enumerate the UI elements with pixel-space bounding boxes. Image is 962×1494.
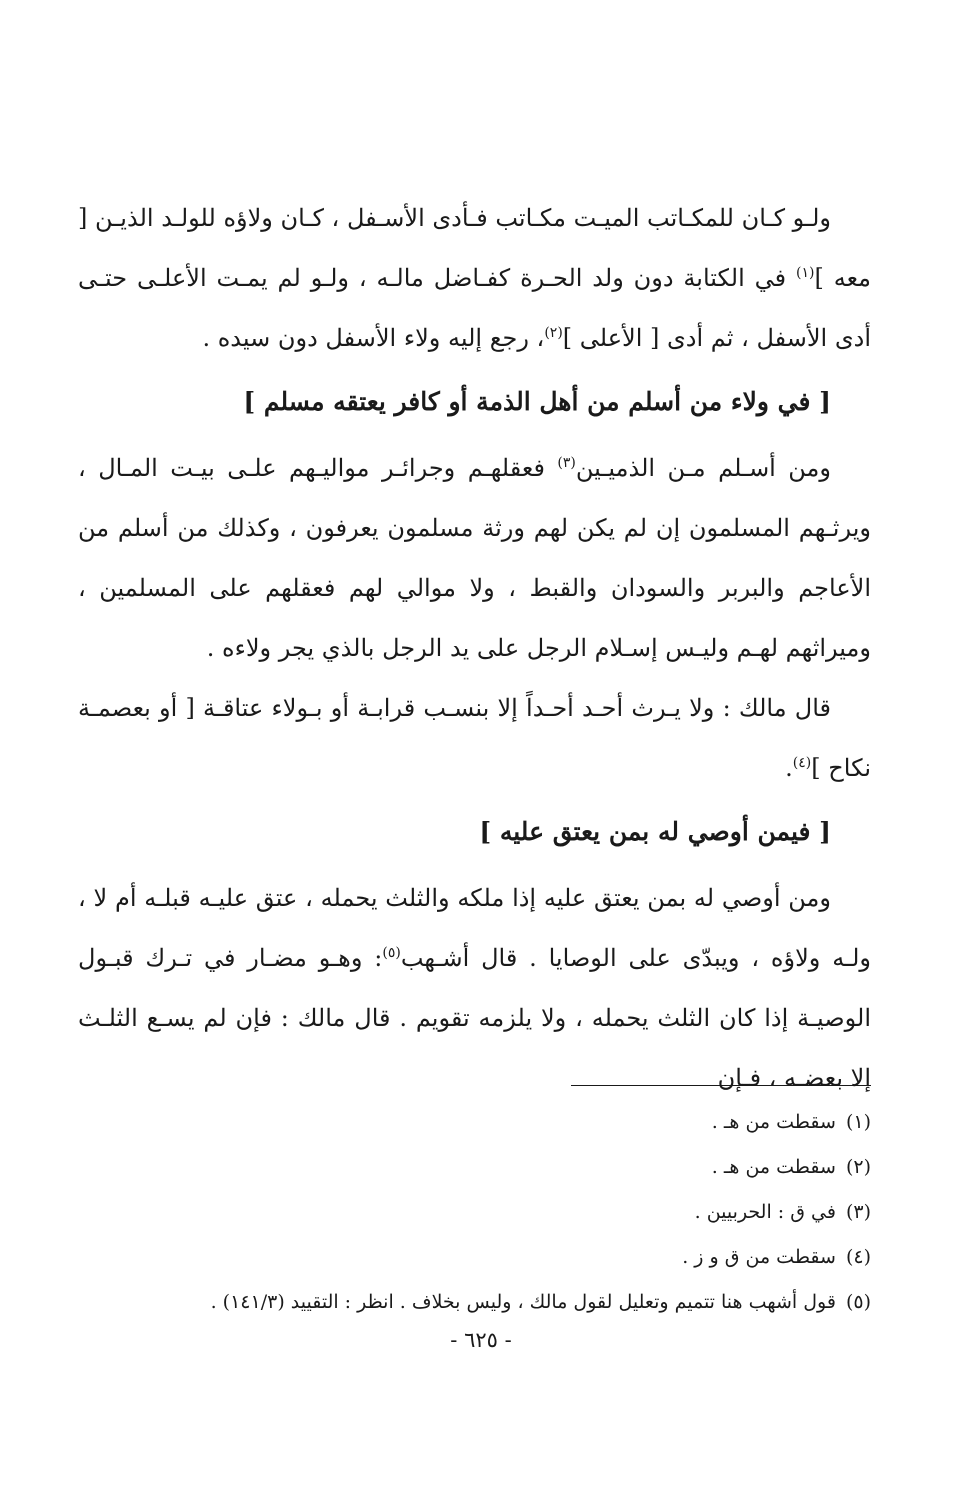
footnote-ref: (٣) xyxy=(557,455,576,471)
footnote-text: قول أشهب هنا تتميم وتعليل لقول مالك ، وليس بخلاف . انظر : التقييد (١٤١/٣) . xyxy=(210,1291,836,1313)
paragraph xyxy=(78,438,871,678)
footnote-divider xyxy=(571,1085,871,1086)
footnote-number: (٣) xyxy=(845,1201,871,1223)
footnote-number: (١) xyxy=(845,1111,871,1133)
text-run: ومن أسـلم مـن الذميـين xyxy=(575,454,832,482)
text-run: ومن أوصي له بمن يعتق عليه إذا ملكه والثلث يحمله ، عتق عليـه قبلـه أم لا ، ولـه ولاؤه ، ويبدّى على الوصايا . قال أشـهب xyxy=(78,884,871,972)
text-run: ، رجع إليه ولاء الأسفل دون سيده . xyxy=(202,324,545,352)
footnotes xyxy=(78,1100,871,1325)
section-heading: [ فيمن أوصي له بمن يعتق عليه ] xyxy=(479,817,831,846)
footnote-text: سقطت من هـ . xyxy=(711,1111,836,1133)
footnote-number: (٥) xyxy=(845,1291,871,1313)
main-text xyxy=(78,188,871,1108)
text-run: قال مالك : ولا يـرث أحـد أحـداً إلا بنسـب قرابـة أو بـولاء عتاقـة [ أو بعصمـة نكاح ] xyxy=(78,694,871,782)
page-number: - ٦٢٥ - xyxy=(450,1328,512,1352)
footnote xyxy=(78,1100,871,1145)
text-run: ولـو كـان للمكـاتب الميـت مكـاتب فـأدى الأسـفل ، كـان ولاؤه للولـد الذيـن [ معه ] xyxy=(78,204,872,292)
text-run: فعقلهـم وجرائـر مواليـهم علـى بيـت المـال ، ويرثـهم المسلمون إن لم يكن لهم ورثة مسلمون يعرفون ، وكذلك من أسلم من الأعاجم والبربر والسودان والقبط ، ولا موالي لهم فعقلهم على المسلمين ، وميراثهم لهـم وليـس إسـلام الرجل على يد الرجل بالذي يجر ولاءه . xyxy=(78,454,871,662)
text-run: في الكتابة دون ولد الحـرة كفـاضل مالـه ، ولـو لم يمـت الأعلـى حتـى أدى الأسفل ، ثم أدى [ الأعلى ] xyxy=(78,264,871,352)
footnote xyxy=(78,1145,871,1190)
footnote-number: (٢) xyxy=(845,1156,871,1178)
footnote xyxy=(78,1235,871,1280)
footnote-text: سقطت من ق و ز . xyxy=(682,1246,836,1268)
footnote xyxy=(78,1280,871,1325)
paragraph xyxy=(78,868,871,1108)
paragraph xyxy=(78,678,871,798)
footnote-ref: (٤) xyxy=(792,755,812,771)
paragraph xyxy=(78,188,871,368)
footnote-ref: (١) xyxy=(796,265,815,281)
footnote-number: (٤) xyxy=(845,1246,871,1268)
footnote-text: سقطت من هـ . xyxy=(711,1156,836,1178)
footnote-ref: (٥) xyxy=(382,945,401,961)
footnote-ref: (٢) xyxy=(544,325,563,341)
footnote xyxy=(78,1190,871,1235)
section-heading: [ في ولاء من أسلم من أهل الذمة أو كافر يعتقه مسلم ] xyxy=(243,387,831,416)
footnote-text: في ق : الحربيين . xyxy=(694,1201,836,1223)
text-run: . xyxy=(785,754,793,782)
text-run: : وهـو مضـار في تـرك قبـول الوصيـة إذا كان الثلث يحمله ، ولا يلزمه تقويم . قال مالك : فإن لم يسـع الثلـث إلا بعضـه ، فـإن xyxy=(78,944,871,1092)
